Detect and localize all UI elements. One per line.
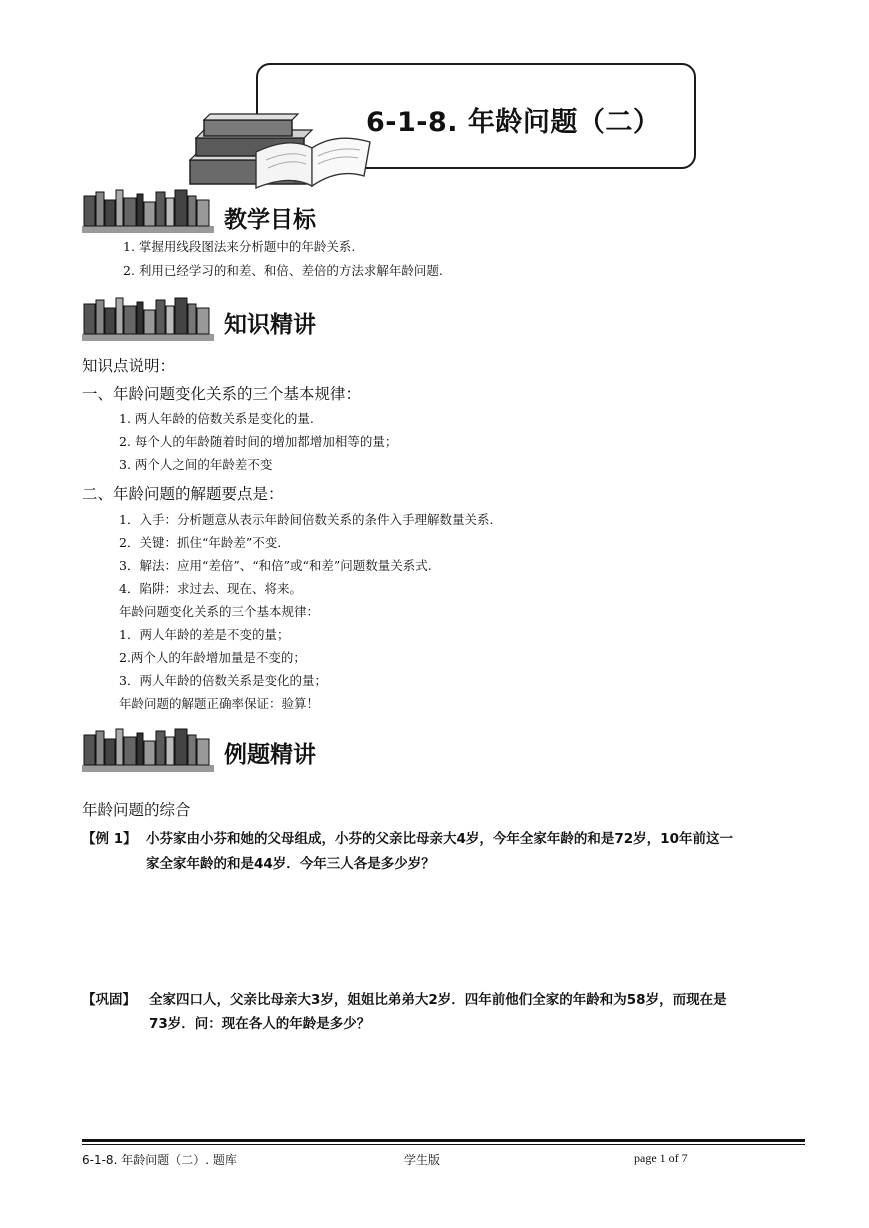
point-item: 4．陷阱：求过去、现在、将来。 xyxy=(119,581,302,596)
bookshelf-icon xyxy=(82,186,216,236)
practice-text: 73岁．问：现在各人的年龄是多少？ xyxy=(149,1016,371,1032)
point-item: 2．关键：抓住“年龄差”不变. xyxy=(119,535,282,550)
point-item: 3．两人年龄的倍数关系是变化的量； xyxy=(119,673,327,688)
bookshelf-icon xyxy=(82,294,216,344)
examples-subheading: 年龄问题的综合 xyxy=(82,801,191,819)
example-1-label: 【例 1】 xyxy=(82,831,137,847)
knowledge-intro: 知识点说明： xyxy=(82,357,176,375)
knowledge-heading-1: 一、年龄问题变化关系的三个基本规律： xyxy=(82,385,362,403)
point-item: 年龄问题的解题正确率保证：验算！ xyxy=(119,696,320,711)
point-item: 1．入手：分析题意从表示年龄间倍数关系的条件入手理解数量关系. xyxy=(119,512,494,527)
practice-text: 全家四口人，父亲比母亲大3岁，姐姐比弟弟大2岁．四年前他们全家的年龄和为58岁，而现在是 xyxy=(149,992,727,1008)
point-item: 3．解法：应用“差倍”、“和倍”或“和差”问题数量关系式. xyxy=(119,558,432,573)
section-title-examples: 例题精讲 xyxy=(224,742,316,768)
rule-item: 1. 两人年龄的倍数关系是变化的量. xyxy=(119,411,314,426)
rule-item: 2. 每个人的年龄随着时间的增加都增加相等的量； xyxy=(119,434,398,449)
knowledge-heading-2: 二、年龄问题的解题要点是： xyxy=(82,485,284,503)
page-title: 6-1-8. 年龄问题（二） xyxy=(366,107,661,138)
example-1-text: 家全家年龄的和是44岁．今年三人各是多少岁？ xyxy=(146,856,435,872)
bookshelf-icon xyxy=(82,725,216,775)
footer-rule xyxy=(82,1144,805,1145)
point-item: 年龄问题变化关系的三个基本规律： xyxy=(119,604,320,619)
goal-item: 1. 掌握用线段图法来分析题中的年龄关系. xyxy=(123,239,356,254)
footer-page-number: page 1 of 7 xyxy=(634,1151,688,1165)
point-item: 2.两个人的年龄增加量是不变的； xyxy=(119,650,306,665)
goal-item: 2. 利用已经学习的和差、和倍、差倍的方法求解年龄问题. xyxy=(123,263,443,278)
footer-rule xyxy=(82,1139,805,1142)
footer-center: 学生版 xyxy=(404,1153,441,1167)
book-stack-icon xyxy=(186,112,386,190)
rule-item: 3. 两个人之间的年龄差不变 xyxy=(119,457,273,472)
example-1-text: 小芬家由小芬和她的父母组成，小芬的父亲比母亲大4岁，今年全家年龄的和是72岁，10年前这一 xyxy=(146,831,733,847)
section-title-goals: 教学目标 xyxy=(224,207,316,233)
point-item: 1．两人年龄的差是不变的量； xyxy=(119,627,290,642)
practice-label: 【巩固】 xyxy=(82,992,136,1008)
footer-left: 6-1-8. 年龄问题（二）. 题库 xyxy=(82,1153,237,1167)
section-title-knowledge: 知识精讲 xyxy=(224,312,316,338)
